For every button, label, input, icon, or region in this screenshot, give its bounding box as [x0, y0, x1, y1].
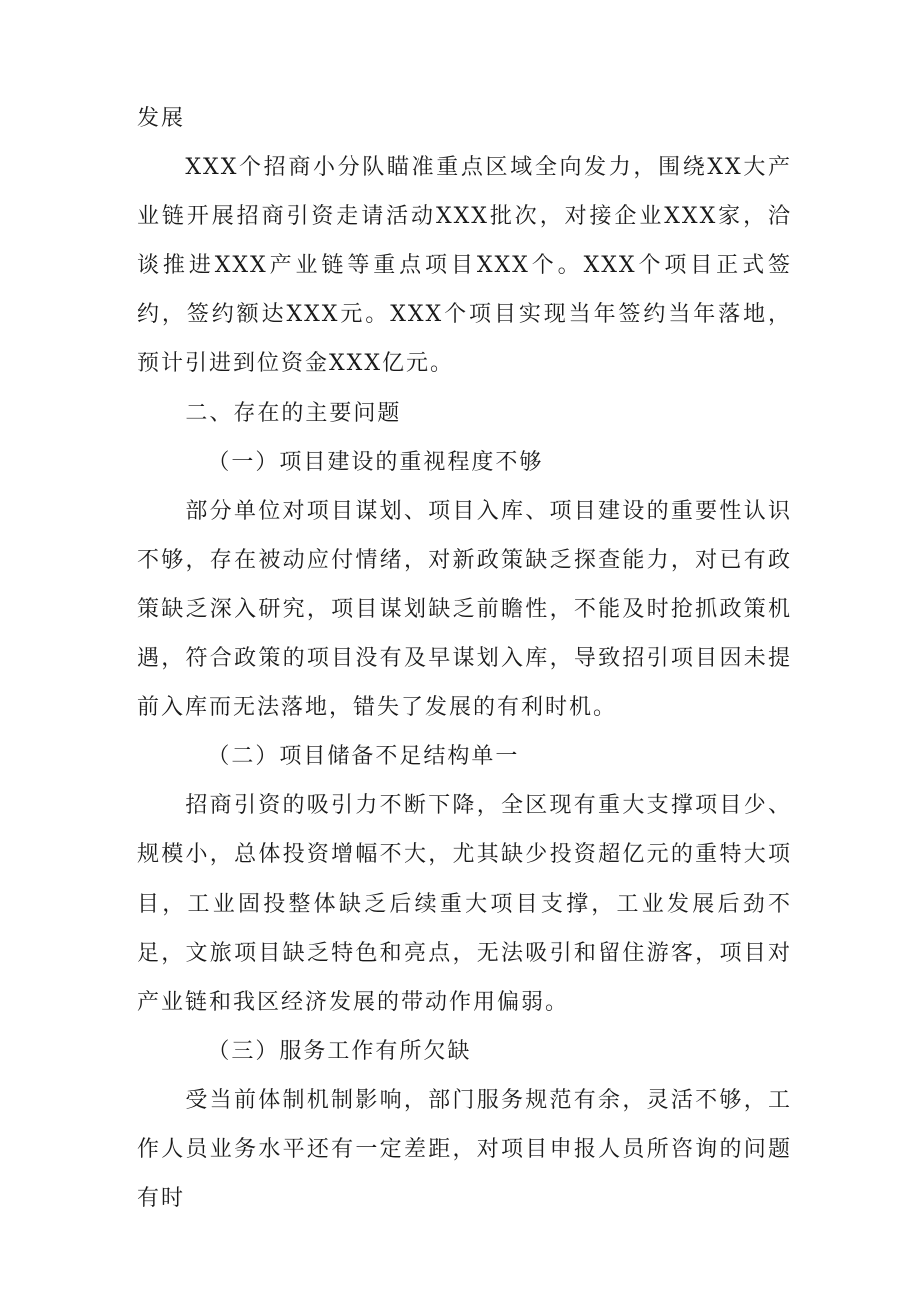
subsection-heading-1: （一）项目建设的重视程度不够 [207, 449, 544, 475]
document-body [137, 94, 792, 1223]
paragraph-problem-3: 受当前体制机制影响，部门服务规范有余，灵活不够，工作人员业务水平还有一定差距，对项目申报人员所咨询的问题有时 [137, 1087, 792, 1212]
subsection-heading-2: （二）项目储备不足结构单一 [207, 744, 520, 770]
paragraph-investment-summary: XXX个招商小分队瞄准重点区域全向发力，围绕XX大产业链开展招商引资走请活动XXX批次，对接企业XXX家，洽谈推进XXX产业链等重点项目XXX个。XXX个项目正式签约，签约额达XXX元。XXX个项目实现当年签约当年落地，预计引进到位资金XXX亿元。 [137, 155, 792, 377]
paragraph-continuation: 发展 [137, 106, 186, 131]
subsection-heading-3: （三）服务工作有所欠缺 [207, 1038, 472, 1064]
section-heading-main-problems: 二、存在的主要问题 [185, 400, 402, 426]
paragraph-problem-1: 部分单位对项目谋划、项目入库、项目建设的重要性认识不够，存在被动应付情绪，对新政策缺乏探查能力，对已有政策缺乏深入研究，项目谋划缺乏前瞻性，不能及时抢抓政策机遇，符合政策的项目没有及早谋划入库，导致招引项目因未提前入库而无法落地，错失了发展的有利时机。 [137, 498, 792, 721]
paragraph-problem-2: 招商引资的吸引力不断下降，全区现有重大支撑项目少、规模小，总体投资增幅不大，尤其缺少投资超亿元的重特大项目，工业固投整体缺乏后续重大项目支撑，工业发展后劲不足，文旅项目缺乏特色和亮点，无法吸引和留住游客，项目对产业链和我区经济发展的带动作用偏弱。 [137, 793, 792, 1015]
